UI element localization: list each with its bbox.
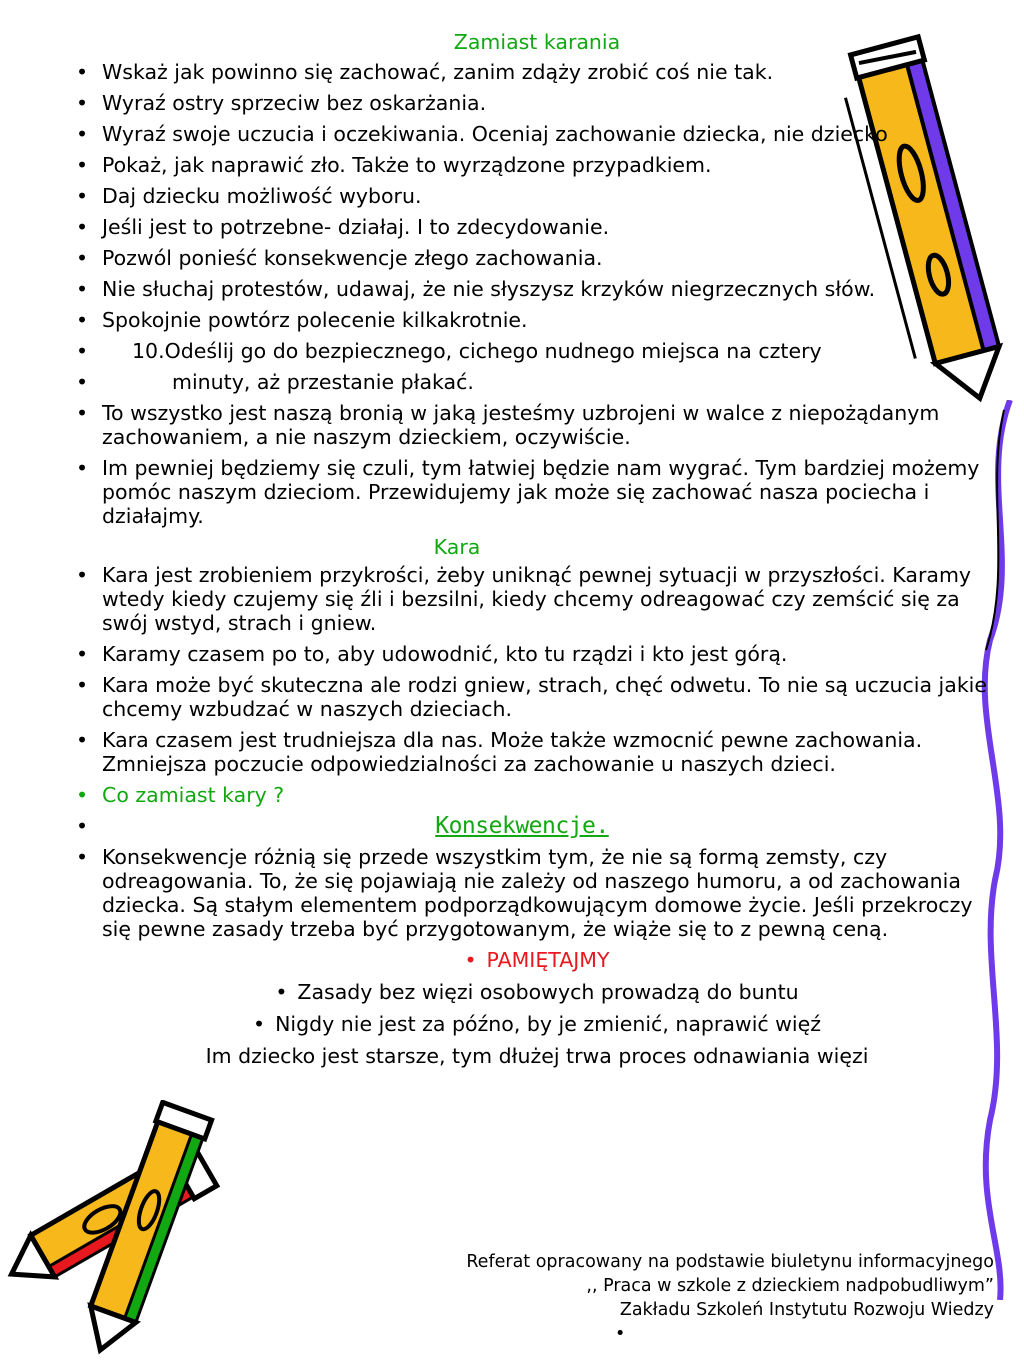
footer-line: Zakładu Szkoleń Instytutu Rozwoju Wiedzy — [619, 1300, 994, 1320]
section2-list — [72, 563, 1002, 941]
list-item: • Pozwól ponieść konsekwencje złego zachowania. — [72, 246, 1002, 270]
list-item: • Wskaż jak powinno się zachować, zanim zdąży zrobić coś nie tak. — [72, 60, 1002, 84]
list-item-text: 10.Odeślij go do bezpiecznego, cichego nudnego miejsca na cztery — [132, 339, 822, 363]
remember-block — [72, 948, 1002, 1068]
list-item — [72, 370, 1002, 394]
list-item: • To wszystko jest naszą bronią w jaką jesteśmy uzbrojeni w walce z niepożądanym zachowaniem, a nie naszym dzieckiem, oczywiście. — [72, 401, 1002, 449]
remember-item: • Nigdy nie jest za późno, by je zmienić, naprawić więź — [252, 1012, 822, 1036]
section-title-zamiast-karania: Zamiast karania — [453, 30, 621, 54]
list-item-text: minuty, aż przestanie płakać. — [172, 370, 474, 394]
list-item: • Pokaż, jak naprawić zło. Także to wyrządzone przypadkiem. — [72, 153, 1002, 177]
list-item: • Jeśli jest to potrzebne- działaj. I to zdecydowanie. — [72, 215, 1002, 239]
remember-item: • Zasady bez więzi osobowych prowadzą do buntu — [275, 980, 799, 1004]
pencil-icon — [70, 1100, 220, 1365]
list-item — [72, 339, 1002, 363]
list-item: • Spokojnie powtórz polecenie kilkakrotnie. — [72, 308, 1002, 332]
list-item: • Kara może być skuteczna ale rodzi gniew, strach, chęć odwetu. To nie są uczucia jakie chcemy wzbudzać w naszych dzieciach. — [72, 673, 1002, 721]
remember-label: • PAMIĘTAJMY — [464, 948, 610, 972]
section1-list — [72, 60, 1002, 528]
list-item: • Kara czasem jest trudniejsza dla nas. Może także wzmocnić pewne zachowania. Zmniejsza poczucie odpowiedzialności za zachowanie u naszych dzieci. — [72, 728, 1002, 776]
footer-line: ,, Praca w szkole z dzieckiem nadpobudliwym” — [586, 1276, 994, 1296]
list-item: • Karamy czasem po to, aby udowodnić, kto tu rządzi i kto jest górą. — [72, 642, 1002, 666]
footer-reference — [466, 1250, 994, 1346]
remember-last: Im dziecko jest starsze, tym dłużej trwa proces odnawiania więzi — [205, 1044, 869, 1068]
main-content — [72, 30, 1002, 1076]
list-item-question: • Co zamiast kary ? — [72, 783, 1002, 807]
list-item: • Kara jest zrobieniem przykrości, żeby uniknąć pewnej sytuacji w przyszłości. Karamy wtedy kiedy czujemy się źli i bezsilni, kiedy chcemy odreagować czy zemścić się za swój wstyd, strach i gniew. — [72, 563, 1002, 635]
footer-line: Referat opracowany na podstawie biuletynu informacyjnego — [466, 1252, 994, 1272]
section-title-konsekwencje: Konsekwencje. — [435, 813, 609, 839]
list-item: • Nie słuchaj protestów, udawaj, że nie słyszysz krzyków niegrzecznych słów. — [72, 277, 1002, 301]
list-item: • Wyraź swoje uczucia i oczekiwania. Oceniaj zachowanie dziecka, nie dziecko — [72, 122, 1002, 146]
list-item: • Wyraź ostry sprzeciw bez oskarżania. — [72, 91, 1002, 115]
footer-bullet: • — [614, 1324, 626, 1344]
list-item: • Konsekwencje różnią się przede wszystkim tym, że nie są formą zemsty, czy odreagowania. To, że się pojawiają nie zależy od naszego humoru, a od zachowania dziecka. Są stałym elementem podporządkowującym domowe życie. Jeśli przekroczy się pewne zasady trzeba być przygotowanym, że wiąże się to z pewną ceną. — [72, 845, 1002, 941]
list-item — [72, 814, 1002, 838]
list-item: • Daj dziecku możliwość wyboru. — [72, 184, 1002, 208]
list-item: • Im pewniej będziemy się czuli, tym łatwiej będzie nam wygrać. Tym bardziej możemy pomóc naszym dzieciom. Przewidujemy jak może się zachować nasza pociecha i działajmy. — [72, 456, 1002, 528]
section-title-kara: Kara — [433, 535, 481, 559]
